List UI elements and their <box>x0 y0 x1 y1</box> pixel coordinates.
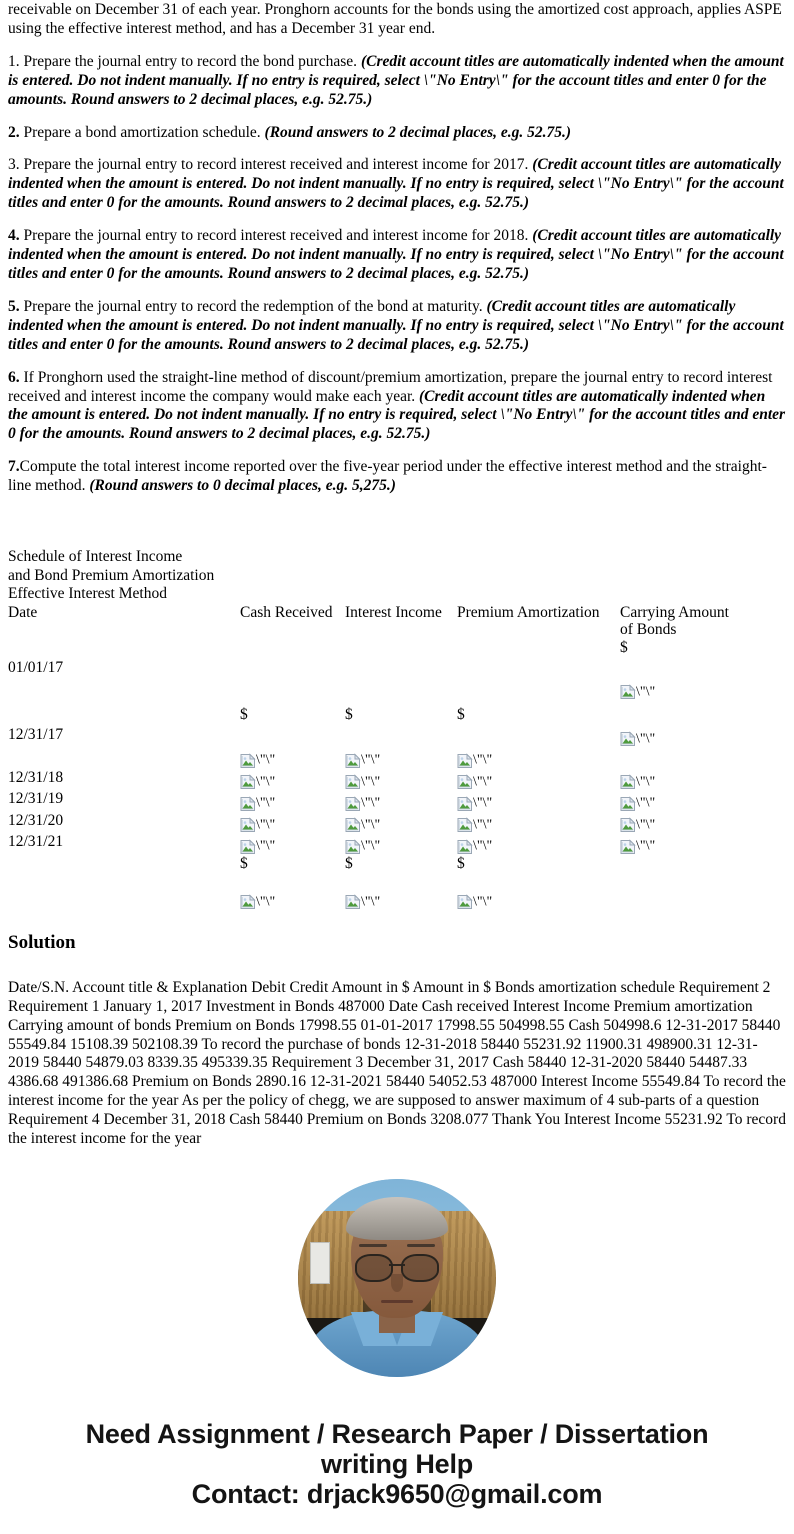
question-body: Prepare the journal entry to record interest received and interest income for 2017. <box>19 156 533 174</box>
schedule-title-line2: and Bond Premium Amortization <box>8 566 215 584</box>
carrying-dollar-sign: $ <box>620 638 628 656</box>
schedule-header-row <box>8 604 794 639</box>
row-date-12-31-20: 12/31/20 <box>8 811 64 829</box>
broken-image-alt-text: \"\" <box>361 752 381 768</box>
broken-image-alt-text: \"\" <box>636 795 656 811</box>
schedule-title-line3: Effective Interest Method <box>8 585 167 603</box>
interest-income-input-1[interactable] <box>345 747 457 768</box>
schedule-table <box>8 548 794 910</box>
broken-image-glyph <box>345 774 361 790</box>
broken-image-alt-text: \"\" <box>256 817 276 833</box>
broken-image-icon <box>345 795 380 811</box>
broken-image-glyph <box>345 817 361 833</box>
broken-image-alt-text: \"\" <box>256 774 276 790</box>
broken-image-glyph <box>345 894 361 910</box>
table-row <box>8 812 794 833</box>
broken-image-icon <box>457 795 492 811</box>
broken-image-glyph <box>240 774 256 790</box>
carrying-amount-input-0[interactable] <box>620 679 794 700</box>
broken-image-icon <box>240 817 275 833</box>
carrying-amount-line1: Carrying Amount <box>620 603 729 621</box>
broken-image-glyph <box>620 684 636 700</box>
avatar-glasses-bridge <box>389 1264 405 1266</box>
broken-image-alt-text: \"\" <box>256 838 276 854</box>
interest-dollar-sign-top: $ <box>345 705 353 723</box>
avatar-eyebrow-left <box>359 1244 387 1247</box>
footer-line-2: writing Help <box>320 1449 474 1480</box>
interest-income-input-4[interactable] <box>345 812 457 833</box>
premium-amortization-input-5[interactable] <box>457 833 620 854</box>
question-number: 5. <box>8 297 20 315</box>
broken-image-glyph <box>240 796 256 812</box>
row-date-12-31-19: 12/31/19 <box>8 790 64 808</box>
premium-dollar-sign-total: $ <box>457 854 465 872</box>
broken-image-icon <box>240 795 275 811</box>
broken-image-glyph <box>457 796 473 812</box>
footer-contact-email[interactable]: Contact: drjack9650@gmail.com <box>191 1479 603 1510</box>
broken-image-alt-text: \"\" <box>473 894 493 910</box>
broken-image-alt-text: \"\" <box>473 838 493 854</box>
column-header-carrying-amount <box>620 604 794 639</box>
broken-image-icon <box>620 817 655 833</box>
broken-image-icon <box>345 838 380 854</box>
broken-image-alt-text: \"\" <box>256 894 276 910</box>
cash-received-total-input[interactable] <box>240 889 345 910</box>
question-item-1 <box>8 53 786 110</box>
question-item-7 <box>8 458 786 496</box>
broken-image-glyph <box>457 839 473 855</box>
question-note: (Credit account titles are automatically indented when the amount is entered. Do not indent manually. If no entry is required, select \"No Entry\" for the account titles and enter 0 for the amounts. Round answers to 2 decimal places, e.g. 52.75.) <box>8 156 784 212</box>
table-row <box>8 726 794 747</box>
column-header-premium-amortization: Premium Amortization <box>457 603 600 621</box>
row-date-12-31-21: 12/31/21 <box>8 833 64 851</box>
question-item-5 <box>8 298 786 355</box>
row-date-12-31-18: 12/31/18 <box>8 768 64 786</box>
solution-body: Date/S.N. Account title & Explanation Debit Credit Amount in $ Amount in $ Bonds amortization schedule Requirement 2 Requirement 1 January 1, 2017 Investment in Bonds 487000 Date Cash received Interest Income Premium amortization Carrying amount of bonds Premium on Bonds 17998.55 01-01-2017 17998.55 504998.55 Cash 504998.6 12-31-2017 58440 55549.84 15108.39 502108.39 To record the purchase of bonds 12-31-2018 58440 55231.92 11900.31 498900.31 12-31-2019 58440 54879.03 8339.35 495339.35 Requirement 3 December 31, 2017 Cash 58440 12-31-2020 58440 54487.33 4386.68 491386.68 Premium on Bonds 2890.16 12-31-2021 58440 54052.53 487000 Interest Income 55549.84 To record the interest income for the year As per the policy of chegg, we are supposed to answer maximum of 4 sub-parts of a question Requirement 4 December 31, 2018 Cash 58440 Premium on Bonds 3208.077 Thank You Interest Income 55231.92 To record the interest income for the year <box>8 978 786 1148</box>
schedule-row-dollars-top <box>8 706 794 726</box>
broken-image-alt-text: \"\" <box>636 774 656 790</box>
carrying-amount-input-5[interactable] <box>620 833 794 854</box>
row-date-12-31-17: 12/31/17 <box>8 725 64 743</box>
broken-image-icon <box>620 684 655 700</box>
question-number: 1. <box>8 52 20 70</box>
cash-received-input-5[interactable] <box>240 833 345 854</box>
question-number: 4. <box>8 227 20 245</box>
premium-amortization-input-1[interactable] <box>457 747 620 768</box>
cash-received-input-1[interactable] <box>240 747 345 768</box>
footer-line-1: Need Assignment / Research Paper / Dissertation <box>85 1418 709 1449</box>
table-row <box>8 790 794 811</box>
question-item-3 <box>8 156 786 213</box>
broken-image-icon <box>240 838 275 854</box>
broken-image-icon <box>240 752 275 768</box>
question-item-4 <box>8 227 786 284</box>
cash-received-input-4[interactable] <box>240 812 345 833</box>
schedule-title-line1: Schedule of Interest Income <box>8 548 183 566</box>
avatar-container <box>8 1179 786 1383</box>
column-header-interest-income: Interest Income <box>345 603 442 621</box>
broken-image-icon <box>240 894 275 910</box>
question-body: Compute the total interest income reported over the five-year period under the effective interest method and the straight-line method. <box>8 458 767 495</box>
avatar-background-switch <box>310 1242 330 1284</box>
broken-image-glyph <box>457 817 473 833</box>
broken-image-alt-text: \"\" <box>361 774 381 790</box>
broken-image-alt-text: \"\" <box>361 795 381 811</box>
broken-image-icon <box>345 894 380 910</box>
question-body: Prepare the journal entry to record interest received and interest income for 2018. <box>19 227 533 245</box>
cash-dollar-sign-total: $ <box>240 854 248 872</box>
broken-image-glyph <box>620 839 636 855</box>
interest-income-input-3[interactable] <box>345 790 457 811</box>
broken-image-alt-text: \"\" <box>473 774 493 790</box>
broken-image-icon <box>620 774 655 790</box>
table-row <box>8 769 794 790</box>
column-header-cash-received: Cash Received <box>240 603 333 621</box>
broken-image-icon <box>620 731 655 747</box>
question-note: (Credit account titles are automatically indented when the amount is entered. Do not indent manually. If no entry is required, select \"No Entry\" for the account titles and enter 0 for the amounts. Round answers to 2 decimal places, e.g. 52.75.) <box>8 387 786 443</box>
cash-received-input-2[interactable] <box>240 769 345 790</box>
broken-image-glyph <box>457 753 473 769</box>
avatar-eyebrow-right <box>407 1244 435 1247</box>
broken-image-icon <box>345 817 380 833</box>
premium-amortization-input-4[interactable] <box>457 812 620 833</box>
solution-heading: Solution <box>8 932 76 954</box>
question-number: 6. <box>8 368 20 386</box>
interest-income-total-input[interactable] <box>345 889 457 910</box>
question-number: 7. <box>8 458 20 476</box>
broken-image-icon <box>457 752 492 768</box>
schedule-row-carry-dollar <box>8 639 794 659</box>
interest-dollar-sign-total: $ <box>345 854 353 872</box>
broken-image-glyph <box>457 774 473 790</box>
broken-image-glyph <box>620 796 636 812</box>
broken-image-icon <box>457 817 492 833</box>
footer-cta <box>8 1419 786 1534</box>
broken-image-alt-text: \"\" <box>473 752 493 768</box>
schedule-row-totals <box>8 889 794 910</box>
broken-image-glyph <box>345 839 361 855</box>
question-note: (Round answers to 0 decimal places, e.g. 5,275.) <box>89 477 396 495</box>
broken-image-alt-text: \"\" <box>636 817 656 833</box>
broken-image-alt-text: \"\" <box>473 795 493 811</box>
question-note: (Credit account titles are automatically indented when the amount is entered. Do not indent manually. If no entry is required, select \"No Entry\" for the account titles and enter 0 for the amounts. Round answers to 2 decimal places, e.g. 52.75.) <box>8 52 784 108</box>
avatar-nose <box>391 1274 403 1292</box>
interest-income-input-5[interactable] <box>345 833 457 854</box>
broken-image-alt-text: \"\" <box>361 817 381 833</box>
avatar <box>298 1179 496 1377</box>
carrying-amount-input-1[interactable] <box>620 726 794 747</box>
row-date-01-01-17: 01/01/17 <box>8 658 64 676</box>
avatar-mouth <box>381 1300 413 1303</box>
column-header-date: Date <box>8 603 38 621</box>
question-note: (Round answers to 2 decimal places, e.g. 52.75.) <box>264 123 572 141</box>
broken-image-glyph <box>345 753 361 769</box>
broken-image-alt-text: \"\" <box>473 817 493 833</box>
broken-image-glyph <box>345 796 361 812</box>
cash-dollar-sign-top: $ <box>240 705 248 723</box>
broken-image-icon <box>620 795 655 811</box>
schedule-row-carry-image-0 <box>8 679 794 700</box>
question-note: (Credit account titles are automatically indented when the amount is entered. Do not indent manually. If no entry is required, select \"No Entry\" for the account titles and enter 0 for the amounts. Round answers to 2 decimal places, e.g. 52.75.) <box>8 227 784 282</box>
question-number: 2. <box>8 123 20 141</box>
question-body: Prepare a bond amortization schedule. <box>19 123 265 141</box>
broken-image-glyph <box>240 753 256 769</box>
amortization-schedule <box>8 548 786 910</box>
broken-image-alt-text: \"\" <box>636 683 656 699</box>
question-item-2 <box>8 124 786 143</box>
cash-received-input-3[interactable] <box>240 790 345 811</box>
table-row <box>8 659 794 679</box>
avatar-glasses-right-lens <box>401 1254 439 1282</box>
question-body: Prepare the journal entry to record the bond purchase. <box>19 52 361 70</box>
carrying-amount-input-3[interactable] <box>620 790 794 811</box>
schedule-title-row <box>8 548 794 604</box>
broken-image-glyph <box>457 894 473 910</box>
broken-image-alt-text: \"\" <box>636 731 656 747</box>
question-body: If Pronghorn used the straight-line method of discount/premium amortization, prepare the journal entry to record interest received and interest income the company would make each year. <box>8 368 773 405</box>
broken-image-alt-text: \"\" <box>256 795 276 811</box>
schedule-title <box>8 548 794 604</box>
premium-dollar-sign-top: $ <box>457 705 465 723</box>
broken-image-glyph <box>240 894 256 910</box>
broken-image-alt-text: \"\" <box>361 838 381 854</box>
avatar-glasses-left-lens <box>355 1254 393 1282</box>
broken-image-alt-text: \"\" <box>361 894 381 910</box>
broken-image-icon <box>457 838 492 854</box>
table-row <box>8 833 794 854</box>
question-body: Prepare the journal entry to record the redemption of the bond at maturity. <box>19 297 487 315</box>
broken-image-glyph <box>620 774 636 790</box>
intro-paragraph <box>8 0 786 39</box>
broken-image-icon <box>457 894 492 910</box>
broken-image-glyph <box>240 839 256 855</box>
broken-image-glyph <box>620 817 636 833</box>
broken-image-icon <box>345 752 380 768</box>
spacer <box>8 875 794 889</box>
premium-amortization-total-input[interactable] <box>457 889 620 910</box>
broken-image-alt-text: \"\" <box>636 838 656 854</box>
schedule-row-dollars-total <box>8 855 794 875</box>
question-item-6 <box>8 369 786 445</box>
carrying-amount-input-4[interactable] <box>620 812 794 833</box>
interest-income-input-2[interactable] <box>345 769 457 790</box>
broken-image-glyph <box>240 817 256 833</box>
broken-image-icon <box>620 838 655 854</box>
carrying-amount-input-2[interactable] <box>620 769 794 790</box>
question-number: 3. <box>8 156 20 174</box>
premium-amortization-input-2[interactable] <box>457 769 620 790</box>
schedule-row-amounts-1 <box>8 747 794 768</box>
broken-image-alt-text: \"\" <box>256 752 276 768</box>
carrying-amount-line2: of Bonds <box>620 621 677 639</box>
broken-image-glyph <box>620 731 636 747</box>
premium-amortization-input-3[interactable] <box>457 790 620 811</box>
intro-text: receivable on December 31 of each year. Pronghorn accounts for the bonds using the amortized cost approach, applies ASPE using the effective interest method, and has a December 31 year end. <box>8 1 782 37</box>
broken-image-icon <box>345 774 380 790</box>
broken-image-icon <box>240 774 275 790</box>
question-note: (Credit account titles are automatically indented when the amount is entered. Do not indent manually. If no entry is required, select \"No Entry\" for the account titles and enter 0 for the amounts. Round answers to 2 decimal places, e.g. 52.75.) <box>8 297 784 353</box>
broken-image-icon <box>457 774 492 790</box>
